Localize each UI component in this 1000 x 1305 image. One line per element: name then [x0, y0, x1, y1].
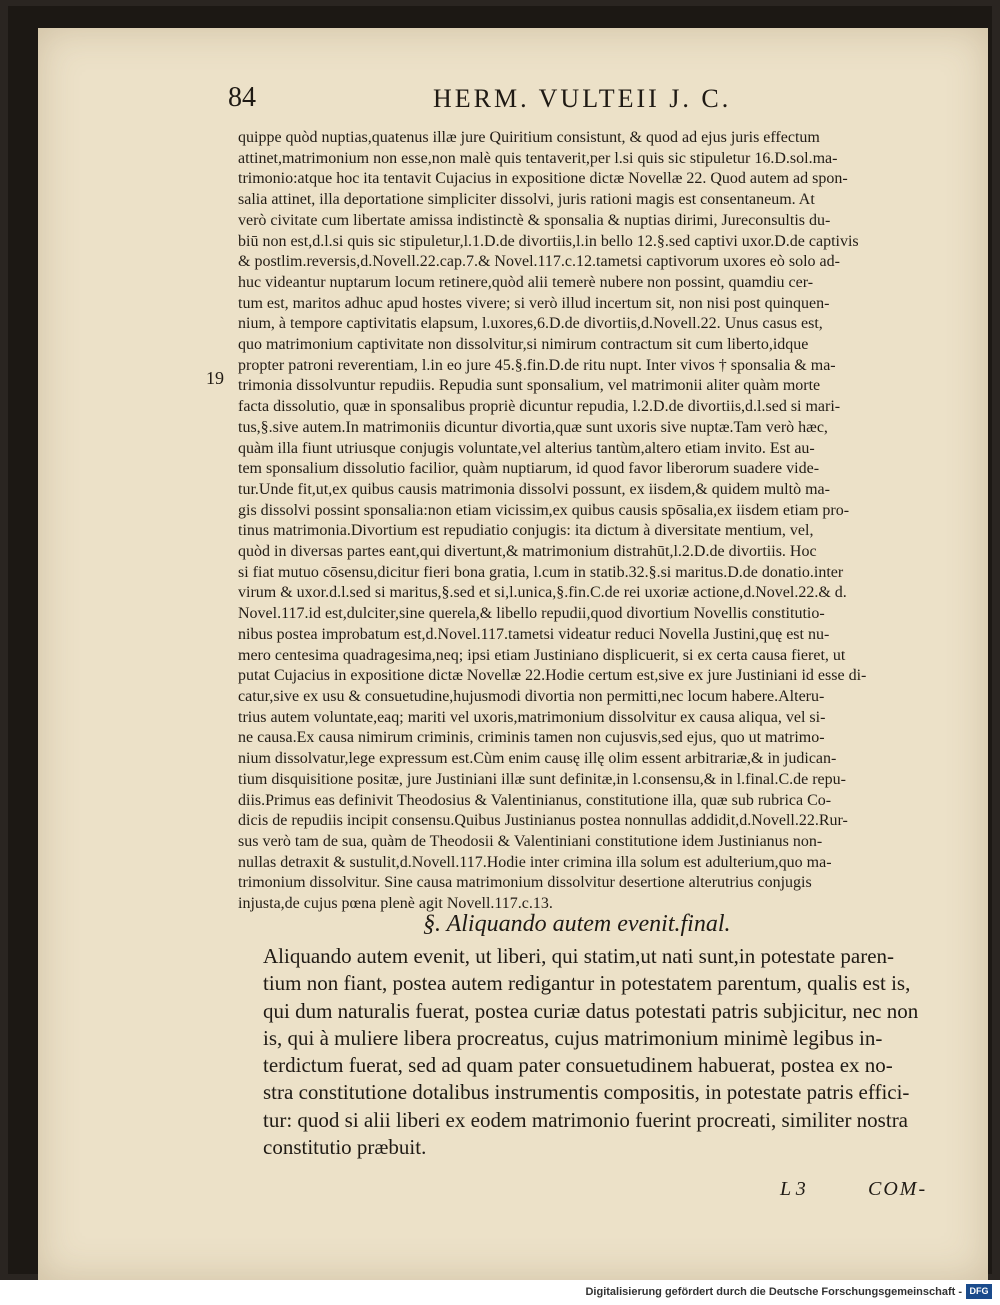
funding-notice: Digitalisierung gefördert durch die Deutsche Forschungsgemeinschaft - [585, 1286, 962, 1298]
text-line: Aliquando autem evenit, ut liberi, qui statim,ut nati sunt,in potestate paren- [263, 944, 895, 968]
text-line: dicis de repudiis incipit consensu.Quibus Justinianus postea nonnullas addidit,d.Novell.22.Rur- [238, 812, 848, 830]
commentary-text [238, 128, 968, 915]
text-line: Novel.117.id est,dulciter,sine querela,& libello repudii,quod divortium Novellis constitutio- [238, 605, 825, 623]
text-line: constitutio præbuit. [263, 1135, 427, 1160]
text-line: tur: quod si alii liberi ex eodem matrimonio fuerint procreati, similiter nostra [263, 1107, 909, 1132]
text-line: mero centesima quadragesima,neq; ipsi etiam Justiniano displicuerit, si ex certa causa fieret, ut [238, 646, 846, 664]
text-line: nullas detraxit & sustulit,d.Novell.117.Hodie inter crimina illa solum est adulterium,quo ma- [238, 853, 832, 871]
dfg-logo: DFG [966, 1284, 992, 1299]
text-line: quippe quòd nuptias,quatenus illæ jure Quiritium consistunt, & quod ad ejus juris effectum [238, 129, 820, 146]
text-line: nium dissolvatur,lege expressum est.Cùm enim causę illę olim essent arbitrariæ,& in judican- [238, 750, 837, 768]
text-line: trimonio:atque hoc ita tentavit Cujacius in expositione dictæ Novellæ 22. Quod autem ad spon- [238, 170, 848, 188]
text-line: verò civitate cum libertate amissa indistinctè & sponsalia & nuptias dirimi, Jureconsultis du- [238, 211, 831, 229]
text-line: trimonium dissolvitur. Sine causa matrimonium dissolvitur desertione alterutrius conjugis [238, 874, 812, 892]
text-line: tinus matrimonia.Divortium est repudiatio conjugis: ita dictum à diversitate mentium, vel, [238, 522, 814, 540]
margin-note-number: 19 [206, 368, 224, 388]
text-line: gis dissolvi possint sponsalia:non etiam vicissim,ex quibus causis spōsalia,ex iisdem etiam pro- [238, 501, 850, 519]
text-line: & postlim.reversis,d.Novell.22.cap.7.& Novel.117.c.12.tametsi captivorum uxores eò solo ad- [238, 253, 840, 271]
running-head: HERM. VULTEII J. C. [433, 84, 732, 113]
text-line: tus,§.sive autem.In matrimoniis dicuntur divortia,quæ sunt uxoris sive nuptæ.Tam verò hæc, [238, 418, 828, 436]
text-line: putat Cujacius in expositione dictæ Novellæ 22.Hodie certum est,sive ex jure Justiniani id esse di- [238, 667, 867, 685]
text-line: quo matrimonium captivitate non dissolvitur,si nimirum contractum sit cum liberto,idque [238, 336, 809, 354]
scan-frame [8, 6, 992, 1274]
footer-bar [0, 1280, 1000, 1305]
text-line: tium disquisitione positæ, jure Justiniani illæ sunt definitæ,in l.consensu,& in l.final.C.de repu- [238, 770, 846, 788]
text-line: nibus postea improbatum est,d.Novel.117.tametsi videatur reduci Novella Justini,quę est nu- [238, 625, 830, 643]
text-line: injusta,de cujus pœna plenè agit Novell.117.c.13. [238, 895, 553, 913]
text-line: tem sponsalium dissolutio facilior, quàm nuptiarum, id quod favor liberorum suadere vide- [238, 460, 820, 478]
section-heading: §. Aliquando autem evenit.final. [423, 911, 731, 937]
signature-mark: L 3 [780, 1178, 806, 1200]
book-page [38, 28, 988, 1280]
page-header [38, 82, 988, 122]
text-line: trius autem voluntate,eaq; mariti vel uxoris,matrimonium dissolvitur ex causa aliqua, vel si- [238, 708, 826, 726]
text-line: qui dum naturalis fuerat, postea curiæ datus potestati patris subjicitur, nec non [263, 998, 919, 1023]
text-line: attinet,matrimonium non esse,non malè quis tentaverit,per l.si quis sic stipuletur 16.D.sol.ma- [238, 149, 838, 167]
institutes-text [263, 943, 969, 1161]
text-line: tum est, maritos adhuc apud hostes vivere; si verò illud incertum sit, non nisi post quinquen- [238, 294, 830, 312]
text-line: tium non fiant, postea autem redigantur in potestatem parentum, qualis est is, [263, 971, 911, 996]
text-line: catur,sive ex usu & consuetudine,hujusmodi divortia non permitti,nec locum habere.Alteru- [238, 687, 825, 705]
text-line: diis.Primus eas definivit Theodosius & Valentinianus, constitutione illa, quæ sub rubrica Co- [238, 791, 832, 809]
text-line: is, qui à muliere libera procreatus, cujus matrimonium minimè legibus in- [263, 1025, 883, 1050]
text-line: propter patroni reverentiam, l.in eo jure 45.§.fin.D.de ritu nupt. Inter vivos † sponsalia & ma- [238, 356, 836, 374]
text-line: trimonia dissolvuntur repudiis. Repudia sunt sponsalium, vel matrimonii aliter quàm morte [238, 377, 821, 395]
text-line: sus verò tam de sua, quàm de Theodosii & Valentiniani constitutione idem Justinianus non- [238, 832, 823, 850]
text-line: facta dissolutio, quæ in sponsalibus propriè dicuntur repudia, l.2.D.de divortiis,d.l.sed si mari- [238, 398, 841, 416]
text-line: biū non est,d.l.si quis sic stipuletur,l.1.D.de divortiis,l.in bello 12.§.sed captivi uxor.D.de captivis [238, 232, 859, 250]
text-line: terdictum fuerat, sed ad quam pater consuetudinem habuerat, postea ex no- [263, 1053, 893, 1078]
text-line: quàm illa fiunt utriusque conjugis voluntate,vel alterius tantùm,altero etiam invito. Est au- [238, 439, 815, 457]
text-line: ne causa.Ex causa nimirum criminis, criminis tamen non cujusvis,sed ejus, quo ut matrimo- [238, 729, 825, 747]
text-line: quòd in diversas partes eant,qui divertunt,& matrimonium distrahūt,l.2.D.de divortiis. Hoc [238, 543, 817, 561]
catchword: COM- [868, 1178, 928, 1200]
text-line: si fiat mutuo cōsensu,dicitur fieri bona gratia, l.cum in statib.32.§.si maritus.D.de donatio.inter [238, 563, 844, 581]
text-line: virum & uxor.d.l.sed si maritus,§.sed et si,l.unica,§.fin.C.de rei uxoriæ actione,d.Novel.22.& d. [238, 584, 847, 602]
text-line: nium, à tempore captivitatis elapsum, l.uxores,6.D.de divortiis,d.Novell.22. Unus casus est, [238, 315, 823, 333]
text-line: tur.Unde fit,ut,ex quibus causis matrimonia dissolvi possunt, ex iisdem,& quidem multò ma- [238, 480, 830, 498]
text-line: salia attinet, illa deportatione simpliciter dissolvi, juris rationi magis est consentaneum. At [238, 191, 815, 209]
text-line: stra constitutione dotalibus instrumentis compositis, in potestate patris effici- [263, 1080, 910, 1105]
text-line: huc videantur nuptarum locum retinere,quòd alii temerè nubere non possint, quamdiu cer- [238, 273, 814, 291]
page-number: 84 [228, 82, 256, 113]
